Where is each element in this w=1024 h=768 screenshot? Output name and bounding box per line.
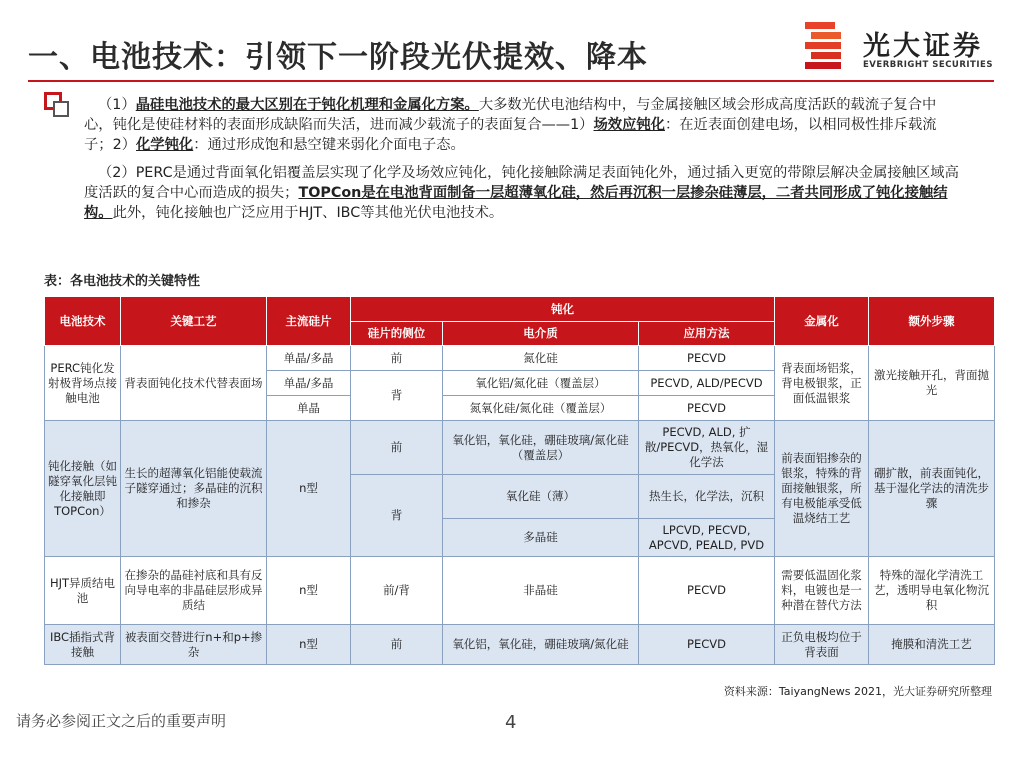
header-tech: 电池技术 [45,297,121,346]
cell-wafer: n型 [267,557,351,625]
table-row [45,625,995,665]
cell-dielectric: 氮氧化硅/氮化硅（覆盖层） [443,396,639,421]
cell-process: 生长的超薄氧化铝能使载流子隧穿通过；多晶硅的沉积和掺杂 [121,421,267,557]
cell-metallization: 正负电极均位于背表面 [775,625,869,665]
cell-tech: 钝化接触（如隧穿氧化层钝化接触即TOPCon） [45,421,121,557]
table-caption: 表：各电池技术的关键特性 [44,274,201,289]
cell-position: 前 [351,346,443,371]
cell-application: PECVD [639,346,775,371]
header-application: 应用方法 [639,322,775,346]
p1-prefix: （1） [98,97,136,113]
cell-dielectric: 氮化硅 [443,346,639,371]
everbright-logo-icon [805,22,847,72]
cell-wafer: n型 [267,625,351,665]
cell-position: 前/背 [351,557,443,625]
header-process: 关键工艺 [121,297,267,346]
cell-extra: 特殊的湿化学清洗工艺，透明导电氧化物沉积 [869,557,995,625]
cell-metallization: 前表面铝掺杂的银浆，特殊的背面接触银浆，所有电极能承受低温烧结工艺 [775,421,869,557]
cell-position: 前 [351,625,443,665]
cell-metallization: 需要低温固化浆料，电镀也是一种潜在替代方法 [775,557,869,625]
cell-process: 被表面交替进行n+和p+掺杂 [121,625,267,665]
p1-term-chemical-passivation: 化学钝化 [136,137,194,153]
cell-process: 在掺杂的晶硅衬底和具有反向导电率的非晶硅层形成异质结 [121,557,267,625]
cell-application: PECVD [639,625,775,665]
p1-text: 大多数光伏电池结构中，与金属接触区域会形成高度活跃的载流子复合中心，钝化是使硅材料的表面形成缺陷而失活，进而减少载流子的表面复合——1） [84,97,937,133]
cell-position: 背 [351,371,443,421]
header-extra: 额外步骤 [869,297,995,346]
cell-application: 热生长，化学法，沉积 [639,475,775,519]
cell-dielectric: 非晶硅 [443,557,639,625]
cell-tech: HJT异质结电池 [45,557,121,625]
cell-process: 背表面钝化技术代替表面场 [121,346,267,421]
header-wafer: 主流硅片 [267,297,351,346]
cell-metallization: 背表面场铝浆，背电极银浆，正面低温银浆 [775,346,869,421]
cell-position: 背 [351,475,443,557]
cell-application: PECVD [639,396,775,421]
brand-logo [805,22,1005,74]
header-passivation: 钝化 [351,297,775,322]
p2-highlight: TOPCon是在电池背面制备一层超薄氧化硅，然后再沉积一层掺杂硅薄层，二者共同形成了钝化接触结构。 [84,185,948,221]
table-row [45,557,995,625]
cell-tech: PERC钝化发射极背场点接触电池 [45,346,121,421]
p1-text-end: ：通过形成饱和悬空键来弱化介面电子态。 [193,137,465,153]
table-row [45,421,995,475]
intro-paragraph-2 [84,163,964,223]
cell-dielectric: 氧化铝/氮化硅（覆盖层） [443,371,639,396]
disclaimer-note: 请务必参阅正文之后的重要声明 [16,712,227,730]
p1-text-2: ：在近表面创建电场，以相同极性排斥载流子；2） [84,117,937,153]
cell-application: PECVD, ALD, 扩散/PECVD，热氧化，湿化学法 [639,421,775,475]
cell-extra: 激光接触开孔，背面抛光 [869,346,995,421]
cell-dielectric: 氧化硅（薄） [443,475,639,519]
header-position: 硅片的侧位 [351,322,443,346]
cell-application: PECVD, ALD/PECVD [639,371,775,396]
header-dielectric: 电介质 [443,322,639,346]
page-title: 一、电池技术：引领下一阶段光伏提效、降本 [28,40,648,75]
cell-tech: IBC插指式背接触 [45,625,121,665]
cell-dielectric: 氧化铝，氧化硅，硼硅玻璃/氮化硅 [443,625,639,665]
battery-tech-table [44,296,995,665]
cell-application: LPCVD, PECVD, APCVD, PEALD, PVD [639,519,775,557]
brand-subtitle: EVERBRIGHT SECURITIES [863,60,993,70]
cell-wafer: n型 [267,421,351,557]
p1-term-field-passivation: 场效应钝化 [593,117,665,133]
square-bullet-icon [44,92,70,118]
cell-wafer: 单晶/多晶 [267,371,351,396]
cell-wafer: 单晶 [267,396,351,421]
cell-extra: 硼扩散，前表面钝化，基于湿化学法的清洗步骤 [869,421,995,557]
intro-paragraph-1 [84,95,964,155]
table-row [45,346,995,371]
cell-application: PECVD [639,557,775,625]
table-source: 资料来源：TaiyangNews 2021，光大证券研究所整理 [723,685,992,698]
cell-wafer: 单晶/多晶 [267,346,351,371]
p2-text-end: 此外，钝化接触也广泛应用于HJT、IBC等其他光伏电池技术。 [112,205,504,221]
page-number: 4 [505,712,517,733]
cell-dielectric: 氧化铝，氧化硅，硼硅玻璃/氮化硅（覆盖层） [443,421,639,475]
cell-extra: 掩膜和清洗工艺 [869,625,995,665]
cell-dielectric: 多晶硅 [443,519,639,557]
p1-highlight: 晶硅电池技术的最大区别在于钝化机理和金属化方案。 [135,97,479,113]
p2-text: （2）PERC是通过背面氧化铝覆盖层实现了化学及场效应钝化，钝化接触除满足表面钝化外，通过插入更宽的带隙层解决金属接触区域高度活跃的复合中心而造成的损失； [84,165,959,201]
header-metallization: 金属化 [775,297,869,346]
cell-position: 前 [351,421,443,475]
title-divider [28,80,994,82]
brand-name: 光大证券 [863,31,983,62]
